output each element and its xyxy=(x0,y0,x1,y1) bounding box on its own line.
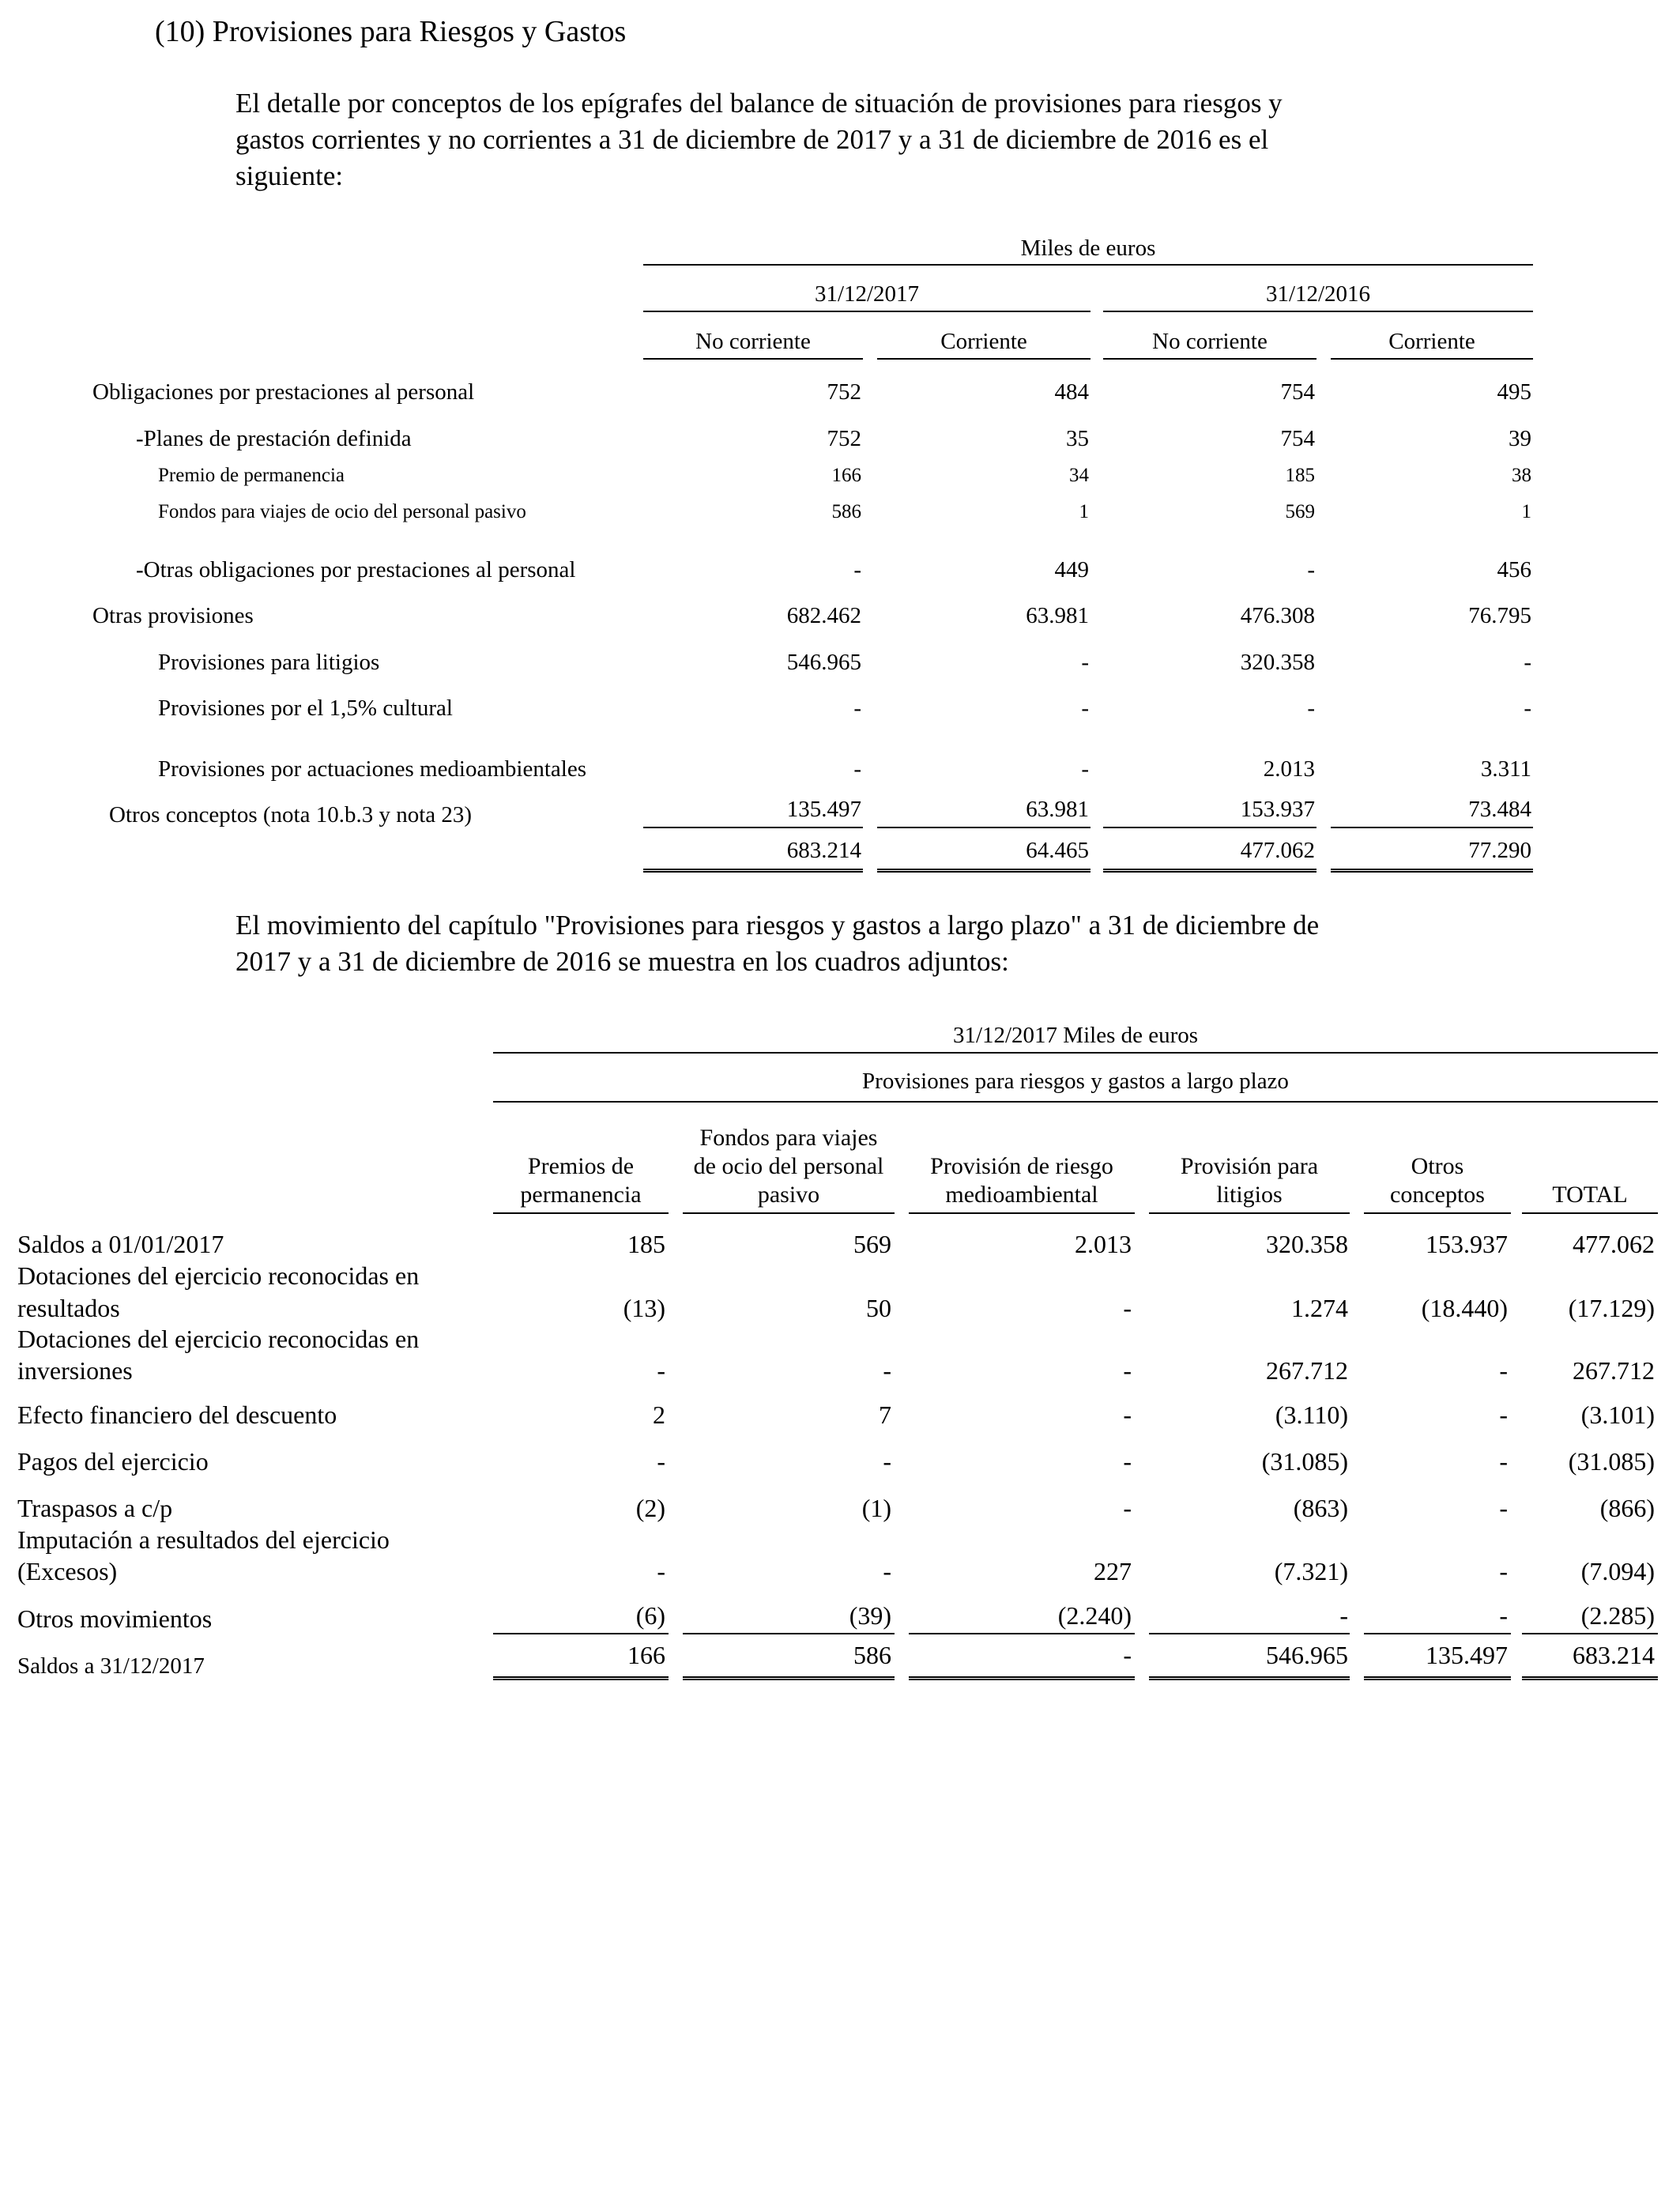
table2-row-label: Efecto financiero del descuento xyxy=(17,1400,337,1429)
header-line: medioambiental xyxy=(945,1182,1098,1208)
table2-total-cell: 546.965 xyxy=(1266,1641,1348,1669)
table1-col-no-corriente-2017: No corriente xyxy=(695,329,811,354)
table2-cell: - xyxy=(1123,1447,1132,1476)
table1-cell: 39 xyxy=(1509,426,1531,451)
table2-row-label: Dotaciones del ejercicio reconocidas en xyxy=(17,1261,420,1290)
table1-total-cell: 683.214 xyxy=(786,838,861,863)
header-line: TOTAL xyxy=(1552,1182,1628,1208)
table1-cell: 73.484 xyxy=(1468,797,1531,822)
table2-cell: - xyxy=(1499,1447,1508,1476)
table1-cell: - xyxy=(853,696,861,721)
table2-cell: (7.094) xyxy=(1580,1557,1655,1585)
table1-cell: 1 xyxy=(1521,501,1531,522)
table2-cell: - xyxy=(1499,1400,1508,1429)
table2-cell: (863) xyxy=(1293,1494,1348,1522)
table1-cell: 153.937 xyxy=(1240,797,1315,822)
intro-line: gastos corrientes y no corrientes a 31 de diciembre de 2017 y a 31 de diciembre de 2016 es el xyxy=(235,124,1269,155)
table2-cell: - xyxy=(1123,1356,1132,1385)
table2-row-label: Traspasos a c/p xyxy=(17,1494,173,1522)
table1-cell: 449 xyxy=(1054,557,1089,582)
table2-cell: 267.712 xyxy=(1266,1356,1348,1385)
header-line: permanencia xyxy=(520,1182,642,1208)
table2-cell: 1.274 xyxy=(1291,1294,1348,1322)
table2-cell: 569 xyxy=(853,1230,891,1258)
table1-cell: 34 xyxy=(1069,465,1089,486)
table2-cell: (7.321) xyxy=(1274,1557,1348,1585)
table2-total-cell: 166 xyxy=(627,1641,665,1669)
table1-row-label: Obligaciones por prestaciones al personal xyxy=(92,379,475,405)
table2-cell: - xyxy=(1499,1601,1508,1630)
table1-cell: - xyxy=(1307,696,1315,721)
table2-row-label: Pagos del ejercicio xyxy=(17,1447,209,1476)
table1-cell: - xyxy=(1081,696,1089,721)
table2-cell: (31.085) xyxy=(1261,1447,1348,1476)
table2-unit-header: 31/12/2017 Miles de euros xyxy=(952,1023,1199,1048)
table1-cell: 185 xyxy=(1285,465,1315,486)
table2-cell: (2.285) xyxy=(1580,1601,1655,1630)
table2-cell: (2.240) xyxy=(1057,1601,1132,1630)
table1-col-corriente-2016: Corriente xyxy=(1388,329,1475,354)
table1-col-corriente-2017: Corriente xyxy=(940,329,1027,354)
table2-total-cell: - xyxy=(1123,1641,1132,1669)
table2-cell: - xyxy=(657,1356,665,1385)
table1-total-cell: 77.290 xyxy=(1468,838,1531,863)
table2-cell: - xyxy=(1499,1356,1508,1385)
movement-paragraph xyxy=(235,907,1484,980)
table2-cell: - xyxy=(883,1557,891,1585)
table2-cell: 185 xyxy=(627,1230,665,1258)
intro-line: siguiente: xyxy=(235,160,344,191)
table2-cell: (866) xyxy=(1599,1494,1655,1522)
table2-total-label: Saldos a 31/12/2017 xyxy=(17,1653,205,1679)
header-line: Provisión de riesgo xyxy=(930,1153,1113,1179)
table1-period-2017: 31/12/2017 xyxy=(814,281,920,307)
movement-line: 2017 y a 31 de diciembre de 2016 se muestra en los cuadros adjuntos: xyxy=(235,946,1009,977)
table2-row-label: resultados xyxy=(17,1294,120,1322)
table2-row-label: Imputación a resultados del ejercicio xyxy=(17,1525,390,1554)
table2-cell: - xyxy=(657,1557,665,1585)
table2-cell: - xyxy=(1499,1557,1508,1585)
table1-cell: 320.358 xyxy=(1240,650,1315,675)
table2-cell: (13) xyxy=(623,1294,665,1322)
header-line: Fondos para viajes xyxy=(699,1125,878,1151)
table1-cell: - xyxy=(1524,650,1531,675)
table1-row-label: Otros conceptos (nota 10.b.3 y nota 23) xyxy=(109,802,473,827)
table1-total-cell: 477.062 xyxy=(1240,838,1315,863)
table1-row-label: Otras provisiones xyxy=(92,603,254,628)
table1-col-no-corriente-2016: No corriente xyxy=(1152,329,1268,354)
table2-cell: - xyxy=(883,1447,891,1476)
table2-cell: 7 xyxy=(879,1400,891,1429)
table1-cell: 752 xyxy=(827,379,861,405)
table1-cell: 3.311 xyxy=(1480,756,1531,782)
table1-cell: - xyxy=(853,756,861,782)
table2-cell: 2.013 xyxy=(1075,1230,1132,1258)
table1-cell: 476.308 xyxy=(1240,603,1315,628)
table2-cell: (2) xyxy=(635,1494,665,1522)
table1-cell: 546.965 xyxy=(786,650,861,675)
table2-total-cell: 586 xyxy=(853,1641,891,1669)
table1-cell: 76.795 xyxy=(1468,603,1531,628)
table2-col-header-total xyxy=(1522,1181,1658,1209)
table1-cell: 682.462 xyxy=(786,603,861,628)
table1-row-label: -Planes de prestación definida xyxy=(136,426,412,451)
table2-cell: 227 xyxy=(1094,1557,1132,1585)
table2-cell: (6) xyxy=(635,1601,665,1630)
table2-row-label: inversiones xyxy=(17,1356,133,1385)
table1-row-label: -Otras obligaciones por prestaciones al personal xyxy=(136,557,576,582)
table2-row-label: (Excesos) xyxy=(17,1557,118,1585)
table2-col-header-fondos xyxy=(683,1124,895,1209)
table2-row-label: Otros movimientos xyxy=(17,1604,213,1633)
table1-cell: - xyxy=(1524,696,1531,721)
table1-cell: 754 xyxy=(1280,379,1315,405)
header-line: litigios xyxy=(1216,1182,1283,1208)
table1-cell: 35 xyxy=(1066,426,1089,451)
table1-cell: - xyxy=(853,557,861,582)
intro-paragraph xyxy=(235,85,1484,194)
table1-period-2016: 31/12/2016 xyxy=(1265,281,1371,307)
table1-cell: 2.013 xyxy=(1263,756,1315,782)
table2-row-label: Dotaciones del ejercicio reconocidas en xyxy=(17,1325,420,1353)
table1-cell: 754 xyxy=(1280,426,1315,451)
header-line: de ocio del personal xyxy=(693,1153,884,1179)
header-line: Premios de xyxy=(527,1153,635,1179)
table1-cell: 63.981 xyxy=(1026,797,1089,822)
table1-cell: 484 xyxy=(1054,379,1089,405)
table2-col-header-medioambiental xyxy=(909,1152,1135,1209)
table2-cell: 153.937 xyxy=(1426,1230,1508,1258)
table2-cell: (1) xyxy=(861,1494,891,1522)
table2-total-cell: 683.214 xyxy=(1573,1641,1655,1669)
header-line: conceptos xyxy=(1390,1182,1485,1208)
table2-cell: (17.129) xyxy=(1568,1294,1655,1322)
table1-cell: - xyxy=(1081,650,1089,675)
table1-cell: 752 xyxy=(827,426,861,451)
table2-cell: (18.440) xyxy=(1421,1294,1508,1322)
table1-cell: 1 xyxy=(1079,501,1089,522)
movement-line: El movimiento del capítulo "Provisiones para riesgos y gastos a largo plazo" a 31 de diciembre de xyxy=(235,910,1320,941)
table1-cell: 569 xyxy=(1285,501,1315,522)
table1-cell: 38 xyxy=(1512,465,1531,486)
header-line: pasivo xyxy=(757,1182,820,1208)
table1-cell: - xyxy=(1307,557,1315,582)
table2-cell: - xyxy=(1123,1294,1132,1322)
table2-cell: - xyxy=(1123,1494,1132,1522)
table2-total-cell: 135.497 xyxy=(1426,1641,1508,1669)
table2-cell: (31.085) xyxy=(1568,1447,1655,1476)
table1-row-label: Premio de permanencia xyxy=(158,465,345,486)
table1-cell: 166 xyxy=(831,465,861,486)
table2-cell: 320.358 xyxy=(1266,1230,1348,1258)
table2-cell: 2 xyxy=(653,1400,665,1429)
table2-cell: 50 xyxy=(866,1294,891,1322)
table1-row-label: Provisiones para litigios xyxy=(158,650,380,675)
table1-cell: 63.981 xyxy=(1026,603,1089,628)
table1-cell: 135.497 xyxy=(786,797,861,822)
table2-cell: (3.110) xyxy=(1275,1400,1348,1429)
intro-line: El detalle por conceptos de los epígrafes del balance de situación de provisiones para riesgos y xyxy=(235,88,1283,119)
table1-cell: 586 xyxy=(831,501,861,522)
table2-cell: - xyxy=(657,1447,665,1476)
table2-cell: - xyxy=(1499,1494,1508,1522)
table1-row-label: Provisiones por el 1,5% cultural xyxy=(158,696,453,721)
table2-cell: (3.101) xyxy=(1580,1400,1655,1429)
section-title: (10) Provisiones para Riesgos y Gastos xyxy=(155,15,627,48)
table2-cell: - xyxy=(1123,1400,1132,1429)
table2-col-header-otros xyxy=(1364,1152,1511,1209)
table1-row-label: Provisiones por actuaciones medioambientales xyxy=(158,756,586,782)
table2-col-header-litigios xyxy=(1149,1152,1350,1209)
table1-unit-header: Miles de euros xyxy=(1020,236,1156,261)
table2-row-label: Saldos a 01/01/2017 xyxy=(17,1230,224,1258)
table2-col-header-premios xyxy=(493,1152,669,1209)
table2-cell: 267.712 xyxy=(1573,1356,1655,1385)
header-line: Otros xyxy=(1411,1153,1464,1179)
table1-total-cell: 64.465 xyxy=(1026,838,1089,863)
header-line: Provisión para xyxy=(1180,1153,1319,1179)
table1-cell: 456 xyxy=(1497,557,1531,582)
table1-row-label: Fondos para viajes de ocio del personal pasivo xyxy=(158,501,526,522)
table1-cell: 495 xyxy=(1497,379,1531,405)
table1-cell: - xyxy=(1081,756,1089,782)
table2-cell: - xyxy=(1339,1601,1348,1630)
table2-cell: (39) xyxy=(849,1601,891,1630)
table2-cell: - xyxy=(883,1356,891,1385)
table2-cell: 477.062 xyxy=(1573,1230,1655,1258)
table2-group-header: Provisiones para riesgos y gastos a largo plazo xyxy=(862,1069,1289,1094)
